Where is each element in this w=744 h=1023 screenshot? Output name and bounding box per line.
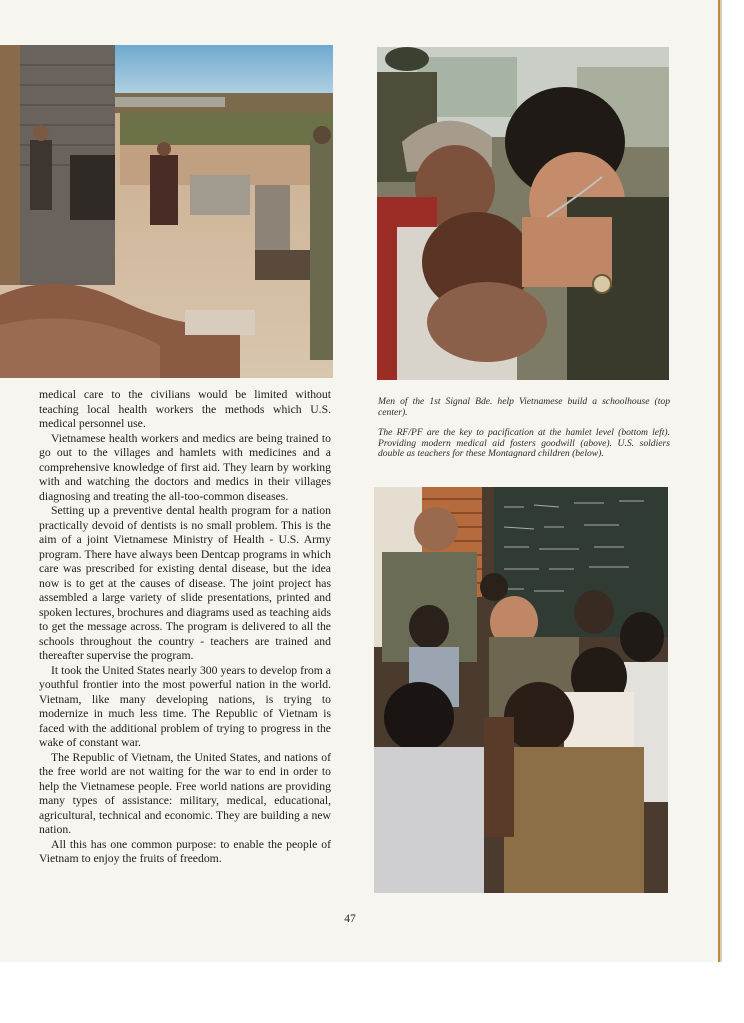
body-paragraph: It took the United States nearly 300 years to develop from a youthful frontier into the most powerful nation in the world. Vietnam, like many developing nations, is trying to modernize in much less time. The Republic of Vietnam is faced with the additional problem of trying to progress in the wake of constant war. bbox=[39, 663, 331, 749]
body-paragraph: The Republic of Vietnam, the United States, and nations of the free world are not waiting for the war to end in order to help the Vietnamese people. Free world nations are providing many types of assistance: military, medical, educational, agricultural, technical and economic. They are building a new nation. bbox=[39, 750, 331, 836]
article-body bbox=[39, 388, 331, 867]
page-number: 47 bbox=[344, 913, 356, 925]
body-paragraph: medical care to the civilians would be limited without teaching local health workers the methods which U.S. medical personnel use. bbox=[39, 388, 331, 430]
construction-photo bbox=[0, 45, 333, 378]
medic-photo bbox=[377, 47, 669, 380]
caption-pacification: The RF/PF are the key to pacification at the hamlet level (bottom left). Providing modern medical aid fosters goodwill (above). U.S. soldiers double as teachers for these Montagnard children (below). bbox=[378, 427, 670, 460]
caption-signal-brigade: Men of the 1st Signal Bde. help Vietnamese build a schoolhouse (top center). bbox=[378, 396, 670, 418]
body-paragraph: All this has one common purpose: to enable the people of Vietnam to enjoy the fruits of freedom. bbox=[39, 837, 331, 865]
body-paragraph: Vietnamese health workers and medics are being trained to go out to the villages and hamlets with medicines and a comprehensive knowledge of first aid. They learn by working with and watching the doctors and medics in their villages diagnosing and treating the all-too-common diseases. bbox=[39, 431, 331, 503]
classroom-photo bbox=[374, 487, 668, 893]
body-paragraph: Setting up a preventive dental health program for a nation practically devoid of dentists is no small problem. This is the aim of a joint Vietnamese Ministry of Health - U.S. Army program. There have always been Dentcap programs in which care was prescribed for existing dental disease, but the idea now is to get at the causes of disease. The joint project has assembled a large variety of slide presentations, printed and spoken lectures, brochures and diagrams used as teaching aids to get the message across. The program is delivered to all the schools throughout the country - teachers are trained and thereafter supervise the program. bbox=[39, 504, 331, 662]
